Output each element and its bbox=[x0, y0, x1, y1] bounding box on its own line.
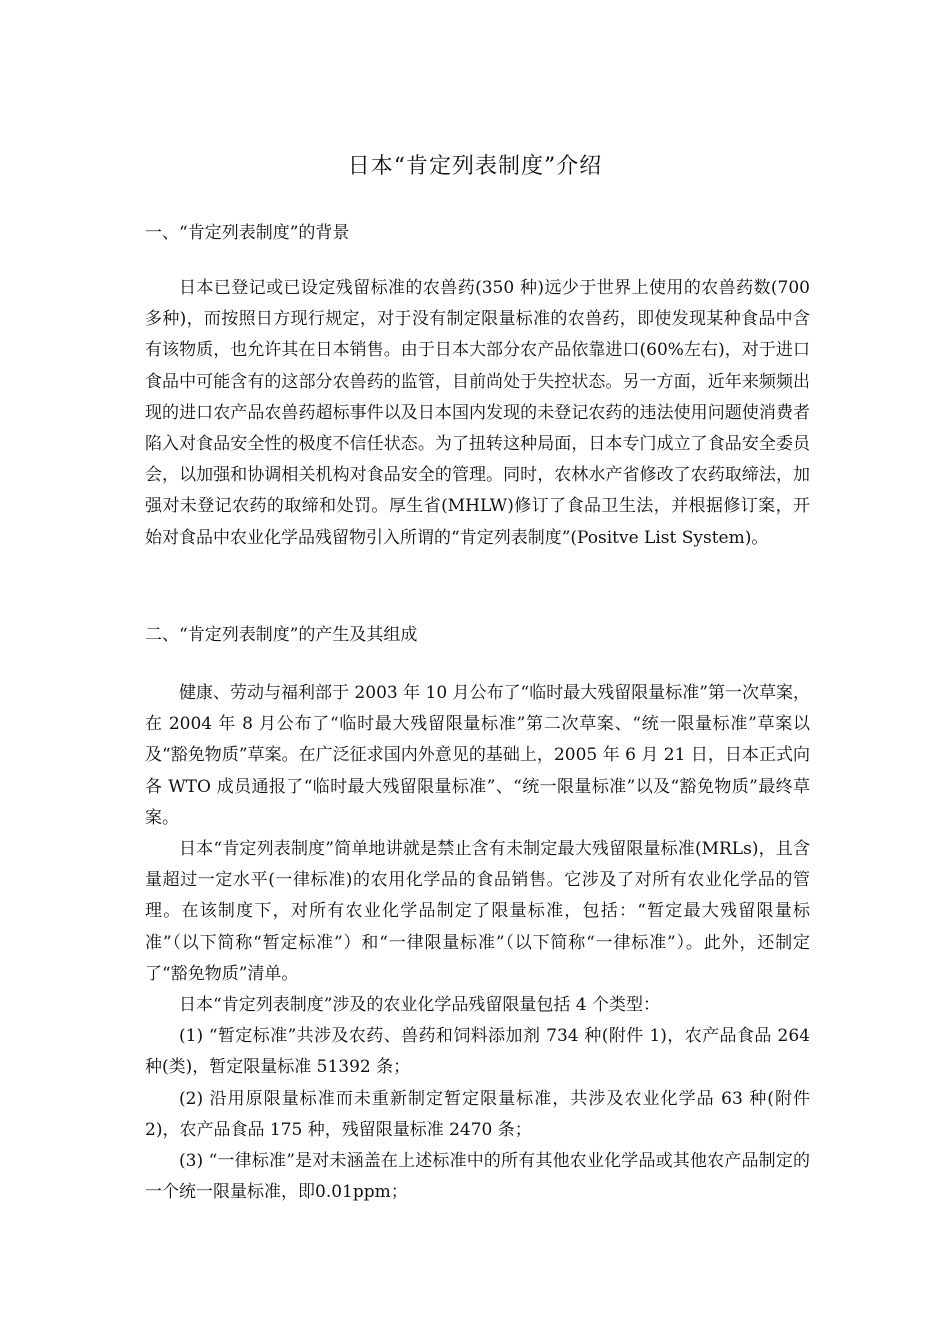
section-2-paragraph-6: (3) “一律标准”是对未涵盖在上述标准中的所有其他农业化学品或其他农产品制定的一个统一限量标准，即0.01ppm； bbox=[145, 1151, 810, 1203]
section-2-heading: 二、“肯定列表制度”的产生及其组成 bbox=[145, 625, 418, 645]
section-2-body bbox=[145, 678, 810, 1208]
section-2-paragraph-4: (1) “暂定标准”共涉及农药、兽药和饲料添加剂 734 种(附件 1)，农产品食品 264 种(类)，暂定限量标准 51392 条； bbox=[145, 1026, 810, 1078]
section-2-paragraph-1: 健康、劳动与福利部于 2003 年 10 月公布了“临时最大残留限量标准”第一次草案，在 2004 年 8 月公布了“临时最大残留限量标准”第二次草案、“统一限量标准”草案以及“豁免物质”草案。在广泛征求国内外意见的基础上，2005 年 6 月 21 日，日本正式向各 WTO 成员通报了“临时最大残留限量标准”、“统一限量标准”以及“豁免物质”最终草案。 bbox=[145, 683, 810, 828]
section-2-paragraph-2: 日本“肯定列表制度”简单地讲就是禁止含有未制定最大残留限量标准(MRLs)，且含量超过一定水平(一律标准)的农用化学品的食品销售。它涉及了对所有农业化学品的管理。在该制度下，对所有农业化学品制定了限量标准，包括：“暂定最大残留限量标准”（以下简称“暂定标准”）和“一律限量标准”（以下简称“一律标准”）。此外，还制定了“豁免物质”清单。 bbox=[145, 839, 810, 984]
section-2-paragraph-3: 日本“肯定列表制度”涉及的农业化学品残留限量包括 4 个类型： bbox=[179, 995, 661, 1016]
section-2-paragraph-5: (2) 沿用原限量标准而未重新制定暂定限量标准，共涉及农业化学品 63 种(附件 2)，农产品食品 175 种，残留限量标准 2470 条； bbox=[145, 1088, 810, 1140]
section-1-body bbox=[145, 273, 810, 554]
section-1-heading: 一、“肯定列表制度”的背景 bbox=[145, 223, 350, 243]
document-title: 日本“肯定列表制度”介绍 bbox=[347, 154, 603, 179]
section-1-paragraph-1: 日本已登记或已设定残留标准的农兽药(350 种)远少于世界上使用的农兽药数(700 多种)，而按照日方现行规定，对于没有制定限量标准的农兽药，即使发现某种食品中含有该物质，也允许其在日本销售。由于日本大部分农产品依靠进口(60%左右)，对于进口食品中可能含有的这部分农兽药的监管，目前尚处于失控状态。另一方面，近年来频频出现的进口农产品农兽药超标事件以及日本国内发现的未登记农药的违法使用问题使消费者陷入对食品安全性的极度不信任状态。为了扭转这种局面，日本专门成立了食品安全委员会，以加强和协调相关机构对食品安全的管理。同时，农林水产省修改了农药取缔法，加强对未登记农药的取缔和处罚。厚生省(MHLW)修订了食品卫生法，并根据修订案，开始对食品中农业化学品残留物引入所谓的“肯定列表制度”(Positve List System)。 bbox=[145, 278, 810, 548]
